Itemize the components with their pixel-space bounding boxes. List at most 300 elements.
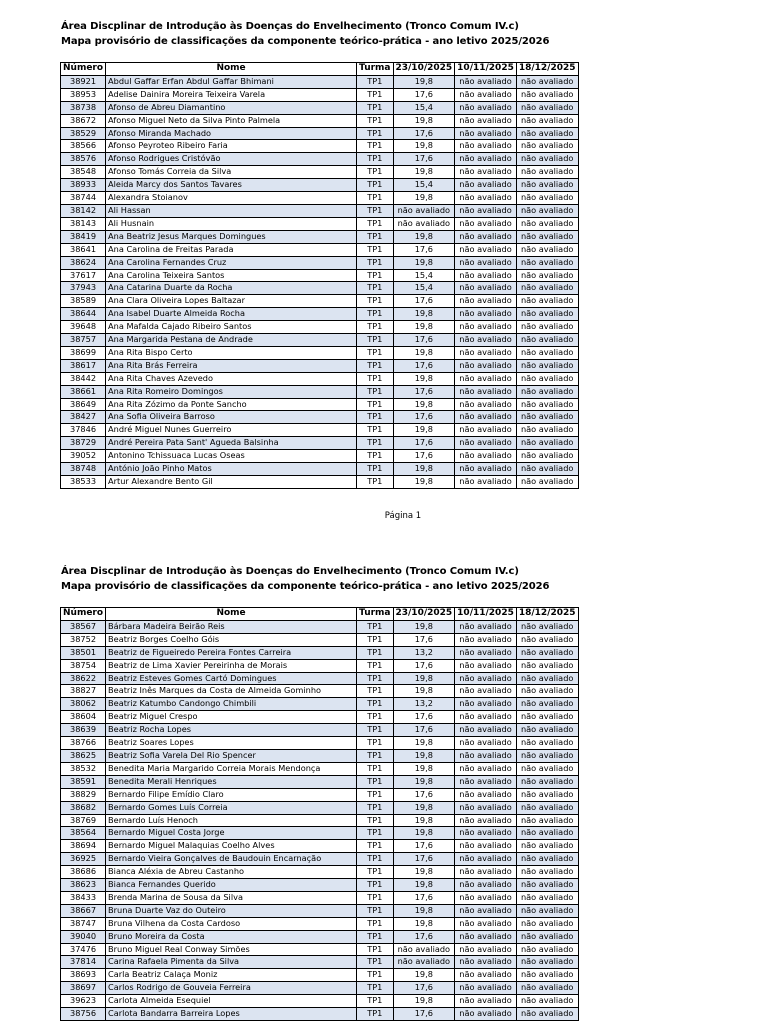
- cell-date-1: 19,8: [393, 372, 455, 385]
- cell-date-1: não avaliado: [393, 204, 455, 217]
- cell-turma: TP1: [357, 192, 393, 205]
- cell-date-2: não avaliado: [455, 853, 517, 866]
- cell-numero: 38532: [61, 762, 106, 775]
- column-header-date-1: 23/10/2025: [393, 608, 455, 621]
- cell-date-1: 17,6: [393, 788, 455, 801]
- cell-date-3: não avaliado: [516, 153, 578, 166]
- table-row: [61, 775, 579, 788]
- cell-date-1: 17,6: [393, 243, 455, 256]
- cell-numero: 38624: [61, 256, 106, 269]
- table-row: [61, 633, 579, 646]
- cell-date-2: não avaliado: [455, 256, 517, 269]
- cell-date-3: não avaliado: [516, 204, 578, 217]
- cell-nome: Afonso Peyroteo Ribeiro Faria: [106, 140, 357, 153]
- cell-date-2: não avaliado: [455, 321, 517, 334]
- cell-date-3: não avaliado: [516, 930, 578, 943]
- cell-date-2: não avaliado: [455, 179, 517, 192]
- cell-date-2: não avaliado: [455, 192, 517, 205]
- table-row: [61, 101, 579, 114]
- cell-date-3: não avaliado: [516, 321, 578, 334]
- cell-nome: Brenda Marina de Sousa da Silva: [106, 891, 357, 904]
- cell-turma: TP1: [357, 204, 393, 217]
- table-row: [61, 646, 579, 659]
- cell-turma: TP1: [357, 463, 393, 476]
- cell-numero: 38548: [61, 166, 106, 179]
- cell-nome: Bárbara Madeira Beirão Reis: [106, 620, 357, 633]
- cell-nome: Ana Beatriz Jesus Marques Domingues: [106, 230, 357, 243]
- cell-date-2: não avaliado: [455, 346, 517, 359]
- cell-turma: TP1: [357, 633, 393, 646]
- table-row: [61, 801, 579, 814]
- table-row: [61, 698, 579, 711]
- cell-date-2: não avaliado: [455, 269, 517, 282]
- cell-date-3: não avaliado: [516, 308, 578, 321]
- cell-date-1: 15,4: [393, 101, 455, 114]
- cell-date-3: não avaliado: [516, 140, 578, 153]
- cell-turma: TP1: [357, 372, 393, 385]
- cell-date-1: 17,6: [393, 853, 455, 866]
- grades-table: [60, 607, 579, 1021]
- cell-numero: 36925: [61, 853, 106, 866]
- table-header-row: [61, 63, 579, 76]
- cell-date-3: não avaliado: [516, 334, 578, 347]
- cell-date-3: não avaliado: [516, 179, 578, 192]
- cell-date-3: não avaliado: [516, 827, 578, 840]
- cell-date-3: não avaliado: [516, 437, 578, 450]
- cell-numero: 39648: [61, 321, 106, 334]
- cell-date-3: não avaliado: [516, 450, 578, 463]
- cell-numero: 38649: [61, 398, 106, 411]
- cell-date-3: não avaliado: [516, 737, 578, 750]
- cell-date-3: não avaliado: [516, 127, 578, 140]
- column-header-turma: Turma: [357, 608, 393, 621]
- cell-numero: 38693: [61, 969, 106, 982]
- cell-date-3: não avaliado: [516, 904, 578, 917]
- table-row: [61, 737, 579, 750]
- cell-date-1: 17,6: [393, 450, 455, 463]
- table-row: [61, 904, 579, 917]
- cell-date-1: 19,8: [393, 476, 455, 489]
- cell-date-1: 19,8: [393, 424, 455, 437]
- cell-turma: TP1: [357, 788, 393, 801]
- cell-turma: TP1: [357, 737, 393, 750]
- cell-date-3: não avaliado: [516, 114, 578, 127]
- cell-nome: Beatriz Inês Marques da Costa de Almeida Gominho: [106, 685, 357, 698]
- column-header-nome: Nome: [106, 63, 357, 76]
- cell-nome: Carla Beatriz Calaça Moniz: [106, 969, 357, 982]
- cell-date-3: não avaliado: [516, 762, 578, 775]
- cell-numero: 38738: [61, 101, 106, 114]
- table-row: [61, 166, 579, 179]
- cell-turma: TP1: [357, 75, 393, 88]
- cell-nome: Afonso de Abreu Diamantino: [106, 101, 357, 114]
- column-header-turma: Turma: [357, 63, 393, 76]
- cell-nome: Ana Carolina de Freitas Parada: [106, 243, 357, 256]
- cell-numero: 38143: [61, 217, 106, 230]
- cell-numero: 38617: [61, 359, 106, 372]
- cell-numero: 38639: [61, 724, 106, 737]
- cell-turma: TP1: [357, 243, 393, 256]
- cell-date-1: 17,6: [393, 659, 455, 672]
- cell-date-1: 19,8: [393, 685, 455, 698]
- cell-nome: Carlos Rodrigo de Gouveia Ferreira: [106, 982, 357, 995]
- cell-numero: 37846: [61, 424, 106, 437]
- cell-date-2: não avaliado: [455, 620, 517, 633]
- cell-turma: TP1: [357, 424, 393, 437]
- page-number: Página 1: [384, 511, 422, 521]
- cell-date-3: não avaliado: [516, 230, 578, 243]
- cell-date-3: não avaliado: [516, 866, 578, 879]
- cell-nome: Bernardo Miguel Costa Jorge: [106, 827, 357, 840]
- table-row: [61, 88, 579, 101]
- cell-numero: 38744: [61, 192, 106, 205]
- cell-date-1: 15,4: [393, 179, 455, 192]
- cell-date-1: 19,8: [393, 969, 455, 982]
- column-header-date-3: 18/12/2025: [516, 63, 578, 76]
- table-row: [61, 437, 579, 450]
- cell-turma: TP1: [357, 256, 393, 269]
- cell-date-1: 19,8: [393, 620, 455, 633]
- cell-date-3: não avaliado: [516, 698, 578, 711]
- table-row: [61, 179, 579, 192]
- cell-date-1: 17,6: [393, 88, 455, 101]
- cell-date-3: não avaliado: [516, 646, 578, 659]
- cell-nome: Carina Rafaela Pimenta da Silva: [106, 956, 357, 969]
- cell-nome: André Miguel Nunes Guerreiro: [106, 424, 357, 437]
- cell-nome: Bruna Vilhena da Costa Cardoso: [106, 917, 357, 930]
- cell-date-2: não avaliado: [455, 217, 517, 230]
- cell-nome: Ana Carolina Fernandes Cruz: [106, 256, 357, 269]
- cell-numero: 39040: [61, 930, 106, 943]
- cell-numero: 38567: [61, 620, 106, 633]
- cell-nome: Aleida Marcy dos Santos Tavares: [106, 179, 357, 192]
- cell-date-3: não avaliado: [516, 424, 578, 437]
- cell-date-1: 15,4: [393, 269, 455, 282]
- cell-nome: Bernardo Filipe Emídio Claro: [106, 788, 357, 801]
- cell-date-3: não avaliado: [516, 269, 578, 282]
- cell-turma: TP1: [357, 995, 393, 1008]
- cell-date-1: 19,8: [393, 230, 455, 243]
- cell-date-2: não avaliado: [455, 359, 517, 372]
- cell-date-2: não avaliado: [455, 930, 517, 943]
- table-row: [61, 853, 579, 866]
- cell-numero: 38062: [61, 698, 106, 711]
- table-row: [61, 711, 579, 724]
- cell-date-2: não avaliado: [455, 762, 517, 775]
- cell-date-3: não avaliado: [516, 801, 578, 814]
- cell-turma: TP1: [357, 346, 393, 359]
- cell-date-2: não avaliado: [455, 127, 517, 140]
- cell-date-2: não avaliado: [455, 1008, 517, 1021]
- cell-date-1: 17,6: [393, 633, 455, 646]
- cell-date-3: não avaliado: [516, 943, 578, 956]
- cell-turma: TP1: [357, 411, 393, 424]
- cell-date-1: 17,6: [393, 411, 455, 424]
- cell-turma: TP1: [357, 775, 393, 788]
- cell-numero: 38754: [61, 659, 106, 672]
- table-row: [61, 450, 579, 463]
- cell-nome: Beatriz Miguel Crespo: [106, 711, 357, 724]
- cell-turma: TP1: [357, 711, 393, 724]
- cell-date-1: 19,8: [393, 114, 455, 127]
- document-title: Área Discplinar de Introdução às Doenças do Envelhecimento (Tronco Comum IV.c): [61, 566, 519, 577]
- column-header-date-1: 23/10/2025: [393, 63, 455, 76]
- cell-nome: Ana Margarida Pestana de Andrade: [106, 334, 357, 347]
- table-row: [61, 840, 579, 853]
- cell-date-3: não avaliado: [516, 879, 578, 892]
- cell-nome: Bruno Moreira da Costa: [106, 930, 357, 943]
- cell-numero: 38699: [61, 346, 106, 359]
- table-row: [61, 969, 579, 982]
- cell-date-1: 17,6: [393, 1008, 455, 1021]
- cell-date-1: 17,6: [393, 334, 455, 347]
- cell-nome: Benedita Maria Margarido Correia Morais Mendonça: [106, 762, 357, 775]
- cell-date-3: não avaliado: [516, 372, 578, 385]
- cell-date-1: 19,8: [393, 166, 455, 179]
- cell-date-1: 17,6: [393, 153, 455, 166]
- cell-date-2: não avaliado: [455, 943, 517, 956]
- cell-nome: Ana Rita Brás Ferreira: [106, 359, 357, 372]
- cell-date-1: 19,8: [393, 866, 455, 879]
- table-header-row: [61, 608, 579, 621]
- table-row: [61, 476, 579, 489]
- document-subtitle: Mapa provisório de classificações da componente teórico-prática - ano letivo 2025/2026: [61, 581, 550, 592]
- cell-date-2: não avaliado: [455, 775, 517, 788]
- cell-numero: 38427: [61, 411, 106, 424]
- cell-date-1: 17,6: [393, 711, 455, 724]
- cell-date-1: 17,6: [393, 840, 455, 853]
- cell-date-2: não avaliado: [455, 866, 517, 879]
- cell-date-3: não avaliado: [516, 192, 578, 205]
- cell-date-2: não avaliado: [455, 995, 517, 1008]
- cell-turma: TP1: [357, 269, 393, 282]
- table-row: [61, 127, 579, 140]
- cell-date-3: não avaliado: [516, 217, 578, 230]
- cell-numero: 39623: [61, 995, 106, 1008]
- table-row: [61, 749, 579, 762]
- column-header-date-2: 10/11/2025: [455, 608, 517, 621]
- table-row: [61, 359, 579, 372]
- table-row: [61, 114, 579, 127]
- cell-numero: 38623: [61, 879, 106, 892]
- cell-nome: Beatriz de Lima Xavier Pereirinha de Morais: [106, 659, 357, 672]
- table-row: [61, 308, 579, 321]
- table-row: [61, 917, 579, 930]
- cell-turma: TP1: [357, 282, 393, 295]
- table-row: [61, 1008, 579, 1021]
- cell-date-3: não avaliado: [516, 295, 578, 308]
- cell-date-2: não avaliado: [455, 463, 517, 476]
- cell-date-3: não avaliado: [516, 256, 578, 269]
- cell-numero: 38729: [61, 437, 106, 450]
- table-row: [61, 243, 579, 256]
- cell-date-3: não avaliado: [516, 282, 578, 295]
- cell-date-2: não avaliado: [455, 904, 517, 917]
- cell-numero: 38752: [61, 633, 106, 646]
- table-body: [61, 620, 579, 1020]
- cell-date-3: não avaliado: [516, 711, 578, 724]
- cell-turma: TP1: [357, 891, 393, 904]
- cell-date-1: 19,8: [393, 737, 455, 750]
- cell-nome: Beatriz Soares Lopes: [106, 737, 357, 750]
- cell-turma: TP1: [357, 930, 393, 943]
- cell-date-3: não avaliado: [516, 891, 578, 904]
- cell-turma: TP1: [357, 179, 393, 192]
- cell-nome: André Pereira Pata Sant' Agueda Balsinha: [106, 437, 357, 450]
- cell-numero: 38827: [61, 685, 106, 698]
- cell-numero: 38757: [61, 334, 106, 347]
- cell-turma: TP1: [357, 853, 393, 866]
- cell-turma: TP1: [357, 698, 393, 711]
- cell-turma: TP1: [357, 646, 393, 659]
- cell-turma: TP1: [357, 1008, 393, 1021]
- cell-date-1: 13,2: [393, 646, 455, 659]
- cell-nome: Bernardo Vieira Gonçalves de Baudouin Encarnação: [106, 853, 357, 866]
- cell-date-2: não avaliado: [455, 646, 517, 659]
- cell-nome: Bruna Duarte Vaz do Outeiro: [106, 904, 357, 917]
- cell-date-1: 19,8: [393, 75, 455, 88]
- table-row: [61, 724, 579, 737]
- cell-nome: Beatriz Sofia Varela Del Rio Spencer: [106, 749, 357, 762]
- cell-numero: 38766: [61, 737, 106, 750]
- cell-numero: 38661: [61, 385, 106, 398]
- cell-date-2: não avaliado: [455, 282, 517, 295]
- cell-nome: Bianca Fernandes Querido: [106, 879, 357, 892]
- document-subtitle: Mapa provisório de classificações da componente teórico-prática - ano letivo 2025/2026: [61, 36, 550, 47]
- cell-date-3: não avaliado: [516, 101, 578, 114]
- cell-turma: TP1: [357, 359, 393, 372]
- cell-turma: TP1: [357, 904, 393, 917]
- cell-date-2: não avaliado: [455, 969, 517, 982]
- cell-date-2: não avaliado: [455, 114, 517, 127]
- cell-date-1: 17,6: [393, 891, 455, 904]
- cell-date-3: não avaliado: [516, 88, 578, 101]
- cell-date-3: não avaliado: [516, 969, 578, 982]
- cell-turma: TP1: [357, 866, 393, 879]
- cell-turma: TP1: [357, 943, 393, 956]
- cell-date-3: não avaliado: [516, 75, 578, 88]
- cell-date-2: não avaliado: [455, 891, 517, 904]
- cell-date-1: 19,8: [393, 140, 455, 153]
- table-row: [61, 879, 579, 892]
- table-row: [61, 685, 579, 698]
- table-row: [61, 153, 579, 166]
- cell-date-3: não avaliado: [516, 620, 578, 633]
- cell-date-1: 19,8: [393, 463, 455, 476]
- cell-turma: TP1: [357, 749, 393, 762]
- cell-turma: TP1: [357, 672, 393, 685]
- column-header-nome: Nome: [106, 608, 357, 621]
- table-row: [61, 217, 579, 230]
- cell-numero: 38686: [61, 866, 106, 879]
- cell-date-3: não avaliado: [516, 917, 578, 930]
- cell-date-1: 15,4: [393, 282, 455, 295]
- cell-numero: 38672: [61, 114, 106, 127]
- cell-date-3: não avaliado: [516, 853, 578, 866]
- cell-date-1: 19,8: [393, 672, 455, 685]
- cell-nome: António João Pinho Matos: [106, 463, 357, 476]
- cell-date-2: não avaliado: [455, 230, 517, 243]
- table-row: [61, 866, 579, 879]
- cell-nome: Benedita Merali Henriques: [106, 775, 357, 788]
- cell-date-2: não avaliado: [455, 101, 517, 114]
- cell-date-3: não avaliado: [516, 411, 578, 424]
- table-row: [61, 295, 579, 308]
- cell-turma: TP1: [357, 140, 393, 153]
- column-header-numero: Número: [61, 63, 106, 76]
- cell-turma: TP1: [357, 166, 393, 179]
- cell-turma: TP1: [357, 88, 393, 101]
- cell-date-3: não avaliado: [516, 840, 578, 853]
- cell-numero: 38442: [61, 372, 106, 385]
- cell-date-2: não avaliado: [455, 840, 517, 853]
- cell-nome: Ana Carolina Teixeira Santos: [106, 269, 357, 282]
- cell-date-1: 17,6: [393, 930, 455, 943]
- cell-turma: TP1: [357, 308, 393, 321]
- table-row: [61, 995, 579, 1008]
- cell-turma: TP1: [357, 879, 393, 892]
- cell-date-3: não avaliado: [516, 346, 578, 359]
- cell-date-3: não avaliado: [516, 724, 578, 737]
- cell-numero: 38564: [61, 827, 106, 840]
- cell-date-3: não avaliado: [516, 749, 578, 762]
- cell-date-2: não avaliado: [455, 724, 517, 737]
- cell-turma: TP1: [357, 982, 393, 995]
- cell-numero: 37476: [61, 943, 106, 956]
- cell-date-3: não avaliado: [516, 385, 578, 398]
- table-row: [61, 75, 579, 88]
- cell-numero: 39052: [61, 450, 106, 463]
- cell-numero: 38933: [61, 179, 106, 192]
- table-row: [61, 788, 579, 801]
- cell-date-2: não avaliado: [455, 672, 517, 685]
- cell-date-1: 17,6: [393, 359, 455, 372]
- table-row: [61, 762, 579, 775]
- cell-nome: Bernardo Miguel Malaquias Coelho Alves: [106, 840, 357, 853]
- table-row: [61, 891, 579, 904]
- cell-date-2: não avaliado: [455, 450, 517, 463]
- cell-nome: Beatriz Rocha Lopes: [106, 724, 357, 737]
- cell-nome: Beatriz Esteves Gomes Cartó Domingues: [106, 672, 357, 685]
- cell-date-2: não avaliado: [455, 153, 517, 166]
- cell-nome: Ali Husnain: [106, 217, 357, 230]
- table-row: [61, 424, 579, 437]
- table-row: [61, 346, 579, 359]
- cell-nome: Beatriz de Figueiredo Pereira Fontes Carreira: [106, 646, 357, 659]
- cell-turma: TP1: [357, 801, 393, 814]
- cell-nome: Carlota Bandarra Barreira Lopes: [106, 1008, 357, 1021]
- cell-numero: 37814: [61, 956, 106, 969]
- cell-date-1: 17,6: [393, 437, 455, 450]
- cell-numero: 38589: [61, 295, 106, 308]
- cell-nome: Adelise Dainira Moreira Teixeira Varela: [106, 88, 357, 101]
- cell-turma: TP1: [357, 659, 393, 672]
- cell-nome: Afonso Miguel Neto da Silva Pinto Palmela: [106, 114, 357, 127]
- cell-date-1: 13,2: [393, 698, 455, 711]
- table-row: [61, 463, 579, 476]
- cell-date-1: 19,8: [393, 775, 455, 788]
- cell-nome: Ana Rita Romeiro Domingos: [106, 385, 357, 398]
- cell-date-3: não avaliado: [516, 659, 578, 672]
- cell-date-3: não avaliado: [516, 995, 578, 1008]
- cell-date-3: não avaliado: [516, 672, 578, 685]
- table-row: [61, 411, 579, 424]
- cell-numero: 38756: [61, 1008, 106, 1021]
- cell-turma: TP1: [357, 385, 393, 398]
- cell-date-2: não avaliado: [455, 75, 517, 88]
- table-row: [61, 204, 579, 217]
- cell-date-1: não avaliado: [393, 217, 455, 230]
